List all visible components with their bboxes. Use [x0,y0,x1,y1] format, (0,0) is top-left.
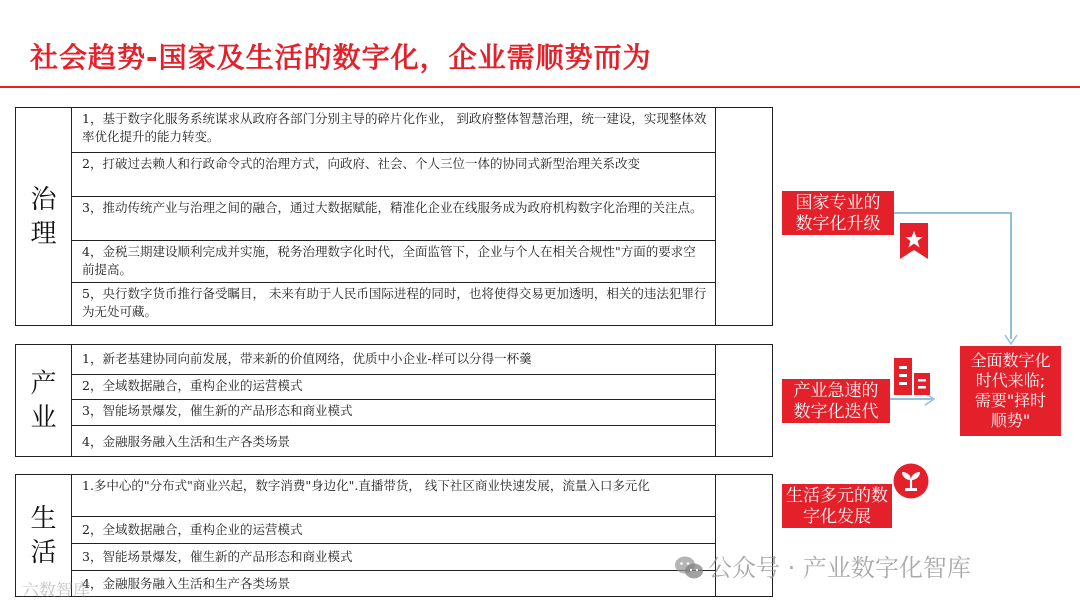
list-item: 4，金融服务融入生活和生产各类场景 [82,576,290,591]
list-item: 1，基于数字化服务系统谋求从政府各部门分别主导的碎片化作业， 到政府整体智慧治理，统一建设，实现整体效率优化提升的能力转变。 [72,108,715,153]
national-digitalization-box: 国家专业的数字化升级 [782,191,894,235]
flag-star-icon [900,223,928,259]
list-item: 4，金税三期建设顺利完成并实施，税务治理数字化时代，全面监管下，企业与个人在相关合规性"方面的要求空前提高。 [72,241,715,283]
section-life [15,474,773,597]
industry-digitalization-box: 产业急速的数字化迭代 [782,379,890,423]
wechat-icon [674,555,704,581]
list-item: 1，新老基建协同向前发展，带来新的价值网络，优质中小企业-样可以分得一杯羹 [72,345,715,375]
section-label: 治理 [30,184,57,249]
section-label-container [16,345,71,456]
list-item: 4，金融服务融入生活和生产各类场景 [82,434,290,449]
corner-logo-text: 六数智库 [22,581,90,601]
section-label: 产业 [30,368,57,433]
title-underline [0,86,1080,88]
connector-arrowhead [1004,334,1018,346]
connector-line-horizontal [894,212,1011,214]
section-label: 生活 [30,503,57,568]
page-title: 社会趋势-国家及生活的数字化，企业需顺势而为 [30,41,652,74]
section-industry [15,344,773,457]
section-governance [15,107,773,326]
conclusion-box: 全面数字化时代来临;需要"择时顺势" [960,346,1061,436]
connector-line-vertical [1010,212,1012,339]
list-item: 3，智能场景爆发，催生新的产品形态和商业模式 [72,544,715,571]
list-item: 2，全域数据融合，重构企业的运营模式 [72,517,715,544]
life-digitalization-box: 生活多元的数字化发展 [782,484,892,528]
list-item: 2，全域数据融合，重构企业的运营模式 [72,375,715,400]
watermark-label: 公众号 · 产业数字化智库 [708,554,971,582]
list-item: 3，推动传统产业与治理之间的融合，通过大数据赋能，精准化企业在线服务成为政府机构数字化治理的关注点。 [72,197,715,241]
watermark-text [708,548,971,583]
list-item: 3，智能场景爆发，催生新的产品形态和商业模式 [72,400,715,426]
item-list [71,108,716,325]
plant-icon [893,463,929,499]
item-list [71,345,716,456]
item-list [71,475,716,596]
list-item: 1.多中心的"分布式"商业兴起，数字消费"身边化".直播带货， 线下社区商业快速发展，流量入口多元化 [72,475,715,517]
list-item: 2，打破过去赖人和行政命令式的治理方式，向政府、社会、个人三位一体的协同式新型治理关系改变 [72,153,715,197]
buildings-icon [893,357,931,395]
list-item: 5，央行数字货币推行备受瞩目， 未来有助于人民币国际进程的同时，也将使得交易更加透明，相关的违法犯罪行为无处可藏。 [82,286,707,319]
section-label-container [16,108,71,325]
corner-logo [22,576,90,601]
